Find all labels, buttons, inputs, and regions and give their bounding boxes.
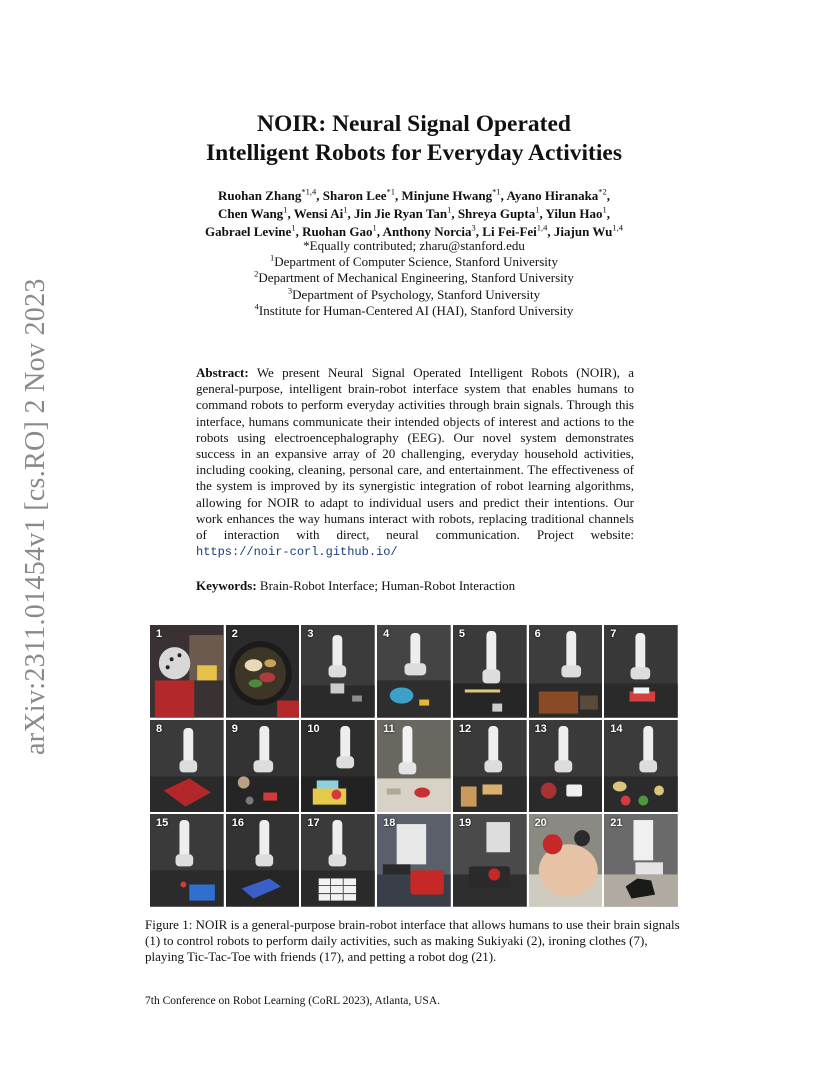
- panel-number: 10: [307, 722, 320, 735]
- figure-panel: [453, 720, 527, 813]
- affiliation-superscript: 2: [254, 269, 259, 280]
- title-line-1: NOIR: Neural Signal Operated: [257, 111, 571, 137]
- author-line-2: Chen Wang$^1$, Wensi Ai$^1$, Jin Jie Ryan Tan$^1$, Shreya Gupta$^1$, Yilun Hao$^1$,: [218, 204, 610, 221]
- author-superscript: 1: [283, 204, 288, 215]
- author-line-3: Gabrael Levine$^1$, Ruohan Gao$^1$, Anthony Norcia$^3$, Li Fei-Fei$^{1,4}$, Jiajun Wu$^{1,4}$: [205, 222, 623, 239]
- abstract: [196, 365, 634, 560]
- figure-panel: [377, 814, 451, 907]
- figure-panel: [150, 814, 224, 907]
- author-name: Ruohan Zhang: [217, 188, 302, 203]
- affiliation-text: Institute for Human-Centered AI (HAI), Stanford University: [258, 302, 574, 318]
- panel-number: 17: [307, 817, 320, 830]
- figure-panel: [604, 720, 678, 813]
- author-superscript: 1: [372, 222, 377, 233]
- figure-panel: [150, 720, 224, 813]
- panel-number: 8: [156, 722, 163, 735]
- panel-number: 4: [383, 628, 390, 640]
- author-name: Shreya Gupta: [457, 206, 536, 221]
- figure-panel: [529, 720, 603, 813]
- author-superscript: *1: [492, 186, 501, 197]
- figure-panel: [453, 814, 527, 907]
- panel-number: 5: [458, 628, 465, 640]
- author-line-1: Ruohan Zhang$^{*1,4}$, Sharon Lee$^{*1}$, Minjune Hwang$^{*1}$, Ayano Hiranaka$^{*2}$,: [217, 186, 611, 203]
- author-name: Ayano Hiranaka: [506, 188, 599, 203]
- author-name: Anthony Norcia: [382, 224, 472, 239]
- panel-number: 6: [534, 628, 541, 640]
- figure-panel: [529, 814, 603, 907]
- figure-panel: [604, 814, 678, 907]
- figure-panel: [604, 625, 678, 718]
- paper-title: [0, 110, 828, 168]
- author-name: Sharon Lee: [322, 188, 387, 203]
- panel-number: 11: [383, 722, 395, 735]
- title-line-2: Intelligent Robots for Everyday Activities: [205, 140, 622, 166]
- affiliation-text: Department of Mechanical Engineering, Stanford University: [258, 270, 574, 286]
- equal-contribution-note: *Equally contributed; zharu@stanford.edu: [303, 238, 525, 253]
- author-superscript: *1,4: [301, 186, 317, 197]
- abstract-text: We present Neural Signal Operated Intelligent Robots (NOIR), a general-purpose, intelligent brain-robot interface system that enables humans to command robots to perform everyday activities through brain signals. Through this interface, humans communicate their intended objects of interest and actions to the robots using electroencephalography (EEG). Our novel system demonstrates success in an expansive array of 20 challenging, everyday household activities, including cooking, cleaning, personal care, and entertainment. The effectiveness of the system is improved by its synergistic integration of robot learning algorithms, allowing for NOIR to adapt to individual users and predict their intentions. Our work enhances the way humans interact with robots, replacing traditional channels of interaction with direct, neural communication. Project website:: [196, 365, 635, 543]
- panel-number: 16: [231, 817, 244, 830]
- figure-panel: [301, 814, 375, 907]
- author-superscript: *2: [598, 186, 607, 197]
- author-superscript: *1: [386, 186, 395, 197]
- panel-number: 3: [307, 628, 314, 640]
- affiliation-block: [0, 238, 828, 319]
- author-superscript: 1: [602, 204, 607, 215]
- affiliation-line: [0, 303, 828, 319]
- affiliation-line: [0, 270, 828, 286]
- figure-1-photo-grid: [150, 625, 678, 907]
- panel-number: 14: [610, 722, 623, 735]
- figure-panel: [150, 625, 224, 718]
- author-superscript: 3: [471, 222, 476, 233]
- conference-footnote: 7th Conference on Robot Learning (CoRL 2023), Atlanta, USA.: [145, 995, 441, 1007]
- affiliation-superscript: 1: [269, 252, 275, 263]
- author-superscript: 1: [447, 204, 452, 215]
- panel-number: 2: [231, 628, 238, 640]
- author-superscript: 1: [291, 222, 296, 233]
- figure-panel: [377, 720, 451, 813]
- panel-number: 20: [534, 817, 547, 830]
- panel-number: 21: [610, 817, 623, 830]
- figure-panel: [453, 625, 527, 718]
- panel-number: 1: [156, 628, 163, 640]
- keywords: [196, 578, 634, 594]
- figure-panel: [226, 720, 300, 813]
- author-name: Gabrael Levine: [205, 224, 292, 239]
- panel-number: 19: [458, 817, 472, 830]
- affiliation-text: Department of Computer Science, Stanford University: [274, 254, 558, 270]
- keywords-label: Keywords:: [196, 578, 257, 593]
- arxiv-identifier: arXiv:2311.01454v1 [cs.RO] 2 Nov 2023: [20, 278, 51, 755]
- figure-caption: Figure 1: NOIR is a general-purpose brain-robot interface that allows humans to use their brain signals (1) to control robots to perform daily activities, such as making Sukiyaki (2), ironing clothes (7), playing Tic-Tac-Toe with friends (17), and petting a robot dog (21).: [145, 917, 680, 965]
- affiliation-superscript: 3: [287, 285, 293, 296]
- author-name: Yilun Hao: [545, 206, 603, 221]
- author-superscript: 1: [535, 204, 540, 215]
- author-name: Li Fei-Fei: [482, 224, 537, 239]
- affiliation-superscript: 4: [254, 301, 259, 312]
- author-superscript: 1,4: [612, 222, 623, 233]
- figure-panel: [301, 625, 375, 718]
- figure-panel: [529, 625, 603, 718]
- keywords-text: Brain-Robot Interface; Human-Robot Interaction: [259, 578, 516, 593]
- figure-panel: [226, 625, 300, 718]
- affiliation-line: [0, 254, 828, 270]
- affiliation-text: Department of Psychology, Stanford University: [292, 286, 541, 302]
- author-superscript: 1,4: [536, 222, 548, 233]
- panel-number: 12: [458, 722, 472, 735]
- abstract-label: Abstract:: [196, 365, 249, 380]
- panel-number: 15: [156, 817, 169, 830]
- figure-panel: [226, 814, 300, 907]
- panel-number: 7: [610, 628, 617, 640]
- author-name: Minjune Hwang: [401, 188, 493, 203]
- author-superscript: 1: [343, 204, 348, 215]
- author-name: Wensi Ai: [293, 206, 344, 221]
- author-name: Jin Jie Ryan Tan: [353, 206, 448, 221]
- project-website-link[interactable]: https://noir-corl.github.io/: [196, 545, 398, 560]
- author-name: Ruohan Gao: [302, 224, 373, 239]
- panel-number: 9: [231, 722, 238, 735]
- panel-number: 18: [383, 817, 396, 830]
- panel-number: 13: [534, 722, 547, 735]
- author-list: [0, 187, 828, 241]
- author-name: Jiajun Wu: [553, 224, 613, 239]
- author-name: Chen Wang: [218, 206, 284, 221]
- affiliation-line: [0, 287, 828, 303]
- figure-panel: [377, 625, 451, 718]
- figure-panel: [301, 720, 375, 813]
